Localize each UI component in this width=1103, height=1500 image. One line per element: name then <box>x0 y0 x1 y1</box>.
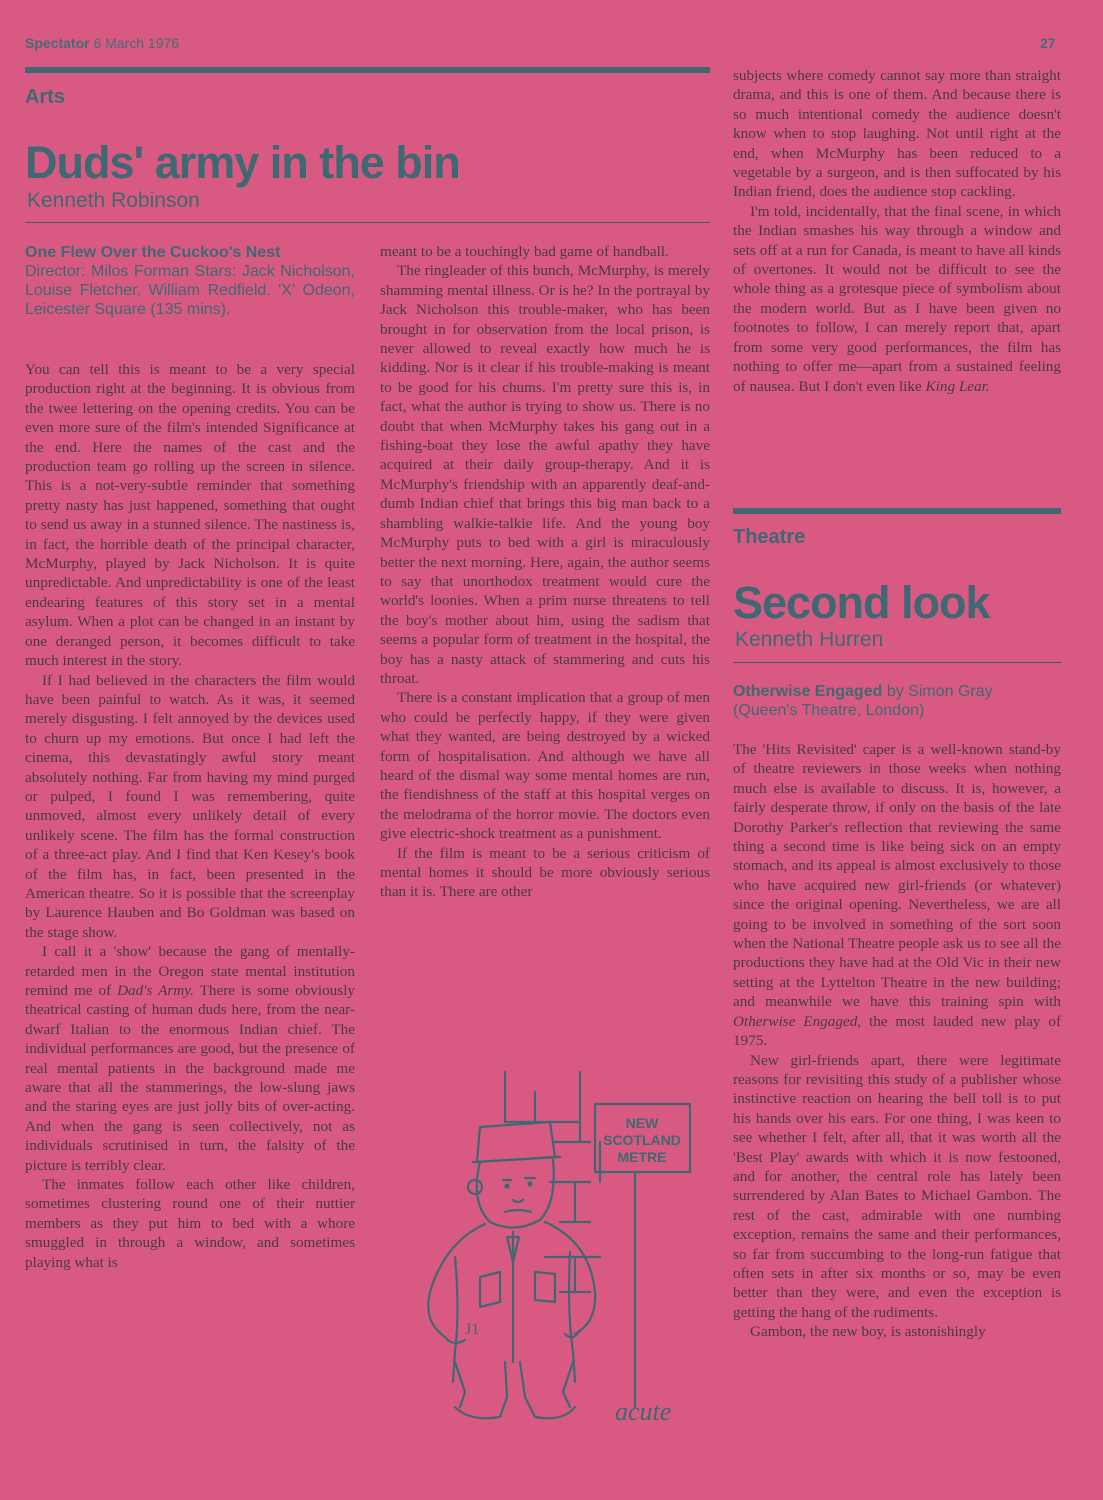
paragraph <box>733 202 1061 396</box>
arts-column-2 <box>380 242 710 902</box>
arts-credits <box>25 243 355 319</box>
paragraph: The ringleader of this bunch, McMurphy, is merely shamming mental illness. Or is he? In the portrayal by Jack Nicholson this trouble-maker, who has been brought in for observation from the local prison, is never allowed to reveal exactly how much he is kidding. Nor is it clear if his trouble-making is meant to be good for his chums. I'm pretty sure this is, in fact, what the author is trying to show us. There is no doubt that when McMurphy takes his gang out in a fishing-boat they lose the awful apathy they have acquired at their daily group-therapy. And it is McMurphy's friendship with an apparently deaf-and-dumb Indian chief that brings this big man back to a shambling walkie-talkie life. And the young boy McMurphy puts to bed with a girl is miraculously better the next morning. Here, again, the author seems to say that unorthodox treatment would cure the world's loonies. When a prim nurse threatens to tell the boy's mother about him, using the sadism that seems a popular form of treatment in the hospital, the boy has a nasty attack of stammering and cuts his throat. <box>380 262 710 687</box>
badge-number: J1 <box>465 1321 480 1338</box>
paragraph-text: the most lauded new play of 1975. <box>733 1012 1061 1050</box>
film-details: Director: Milos Forman Stars: Jack Nicholson, Louise Fletcher, William Redfield. 'X' Odeon, Leicester Square (135 mins). <box>25 263 355 318</box>
arts-column-3 <box>733 66 1061 396</box>
paragraph: If the film is meant to be a serious criticism of mental homes it should be more obviously serious than it is. There are other <box>380 844 710 901</box>
arts-section-label: Arts <box>25 86 66 108</box>
paragraph: You can tell this is meant to be a very special production right at the beginning. It is obvious from the twee lettering on the opening credits. You can be even more sure of the film's intended Significance at the end. Here the names of the cast and the production team go rolling up the screen in silence. This is a not-very-subtle reminder that something pretty nasty has just happened, something that ought to send us away in a stunned silence. The nastiness is, in fact, the horrible death of the principal character, McMurphy, played by Jack Nicholson. It is quite unpredictable. And unpredictability is one of the least endearing features of this story set in a mental asylum. When a plot can be changed in an instant by one deranged person, it becomes difficult to take much interest in the story. <box>25 361 355 670</box>
paragraph-text: The 'Hits Revisited' caper is a well-known stand-by of theatre reviewers in those weeks when nothing much else is available to discuss. It is, however, a fairly desperate throw, if only on the basis of the late Dorothy Parker's reflection that reviewing the same thing a second time is like being sick on an empty stomach, and its appeal is almost exclusively to those who have acquired new girl-friends (or whatever) since the original opening. Nevertheless, we are all going to be involved in something of the sort soon when the National Theatre people ask us to see all the productions they have had at the Old Vic in their new setting at the Lyttelton Theatre in the new building; and meanwhile we have this training spin with <box>733 741 1061 1011</box>
arts-top-rule <box>25 67 710 73</box>
paragraph <box>25 942 355 1175</box>
arts-byline: Kenneth Robinson <box>27 189 200 212</box>
page-number: 27 <box>1040 35 1056 51</box>
paragraph: New girl-friends apart, there were legitimate reasons for revisiting this study of a publisher whose instinctive reaction on hearing the bell toll is to put his hands over his ears. For one thing, I was keen to see whether I felt, after all, that it was worth all the 'Best Play' awards with which it is now festooned, and for another, the central role has lately been surrendered by Alan Bates to Michael Gambon. The rest of the cast, admirable with one numbing exception, remains the same and their performances, so far from succumbing to the long-run fatigue that often sets in after six months or so, may be even better than they were, and even the exception is getting the hang of the rudiments. <box>733 1051 1061 1321</box>
paragraph <box>733 740 1061 1051</box>
arts-column-1 <box>25 360 355 1272</box>
theatre-byline-rule <box>733 662 1061 663</box>
paragraph: Gambon, the new boy, is astonishingly <box>750 1323 986 1341</box>
paragraph-text: There is some obviously theatrical casting of human duds here, from the near-dwarf Italian to the enormous Indian chief. The individual performances are good, but the presence of real mental patients in the background made me aware that all the stammerings, the low-slung jaws and the staring eyes are just jolly bits of over-acting. And when the gang is seen collectively, not as individuals scrutinised in turn, the falsity of the picture is terribly clear. <box>25 982 356 1174</box>
film-title: One Flew Over the Cuckoo's Nest <box>25 244 281 261</box>
arts-byline-rule <box>25 222 710 223</box>
theatre-credits <box>733 682 1061 720</box>
paragraph: subjects where comedy cannot say more than straight drama, and this is one of them. And because there is so much intentional comedy the audience doesn't know when to stop laughing. Not until right at the end, when McMurphy has been reduced to a vegetable by a surgeon, and is then suffocated by his Indian friend, does the audience stop cackling. <box>733 67 1061 201</box>
paragraph-text: I call it a 'show' because the gang of mentally-retarded men in the Oregon state mental institution remind me of <box>25 943 355 999</box>
running-header <box>25 35 179 51</box>
sign-line-3: METRE <box>617 1149 667 1165</box>
artist-signature: acute <box>615 1397 672 1426</box>
italic-title: King Lear. <box>925 377 990 395</box>
arts-headline: Duds' army in the bin <box>25 137 460 188</box>
paragraph: The inmates follow each other like children, sometimes clustering round one of their nuttier members as they put him to bed with a whore smuggled in through a window, and sometimes playing what is <box>25 1176 355 1271</box>
theatre-headline: Second look <box>733 577 990 628</box>
theatre-top-rule <box>733 508 1061 514</box>
paragraph: There is a constant implication that a group of men who could be perfectly happy, if they were given what they wanted, are being destroyed by a wicked form of hospitalisation. And although we have all heard of the dismal way some mental homes are run, the fiendishness of the staff at this hospital verges on the melodrama of the horror movie. The doctors even give electric-shock treatment as a punishment. <box>380 689 710 843</box>
theatre-byline: Kenneth Hurren <box>735 628 884 651</box>
paragraph-text: I'm told, incidentally, that the final scene, in which the Indian smashes his way through a window and sets off at a run for Canada, is meant to have all kinds of overtones. It would not be difficult to see the whole thing as a grotesque piece of symbolism about the modern world. But as I have been given no footnotes to follow, I can merely report that, apart from some very good performances, the film has nothing to offer me—apart from a sustained feeling of nausea. But I don't even like <box>733 202 1061 395</box>
issue-date: 6 March 1976 <box>93 35 180 51</box>
italic-title: Otherwise Engaged, <box>733 1012 862 1030</box>
italic-title: Dad's Army. <box>117 982 194 999</box>
paragraph: If I had believed in the characters the film would have been painful to watch. As it was, it seemed merely disgusting. I felt annoyed by the devices used to churn up my emotions. But once I had left the cinema, this devastatingly awful story meant absolutely nothing. Far from having my mind purged or pulped, I found I was remembering, quite unmoved, almost every unlikely detail of every unlikely scene. The film has the formal construction of a three-act play. And I find that Ken Kesey's book of the film has, in fact, been presented in the American theatre. So it is possible that the screenplay by Laurence Hauben and Bo Goldman was based on the stage show. <box>25 671 355 941</box>
play-details: by Simon Gray (Queen's Theatre, London) <box>733 683 993 719</box>
theatre-section-label: Theatre <box>733 526 806 548</box>
sign-line-1: NEW <box>625 1115 659 1131</box>
publication-name: Spectator <box>25 35 90 51</box>
sign-line-2: SCOTLAND <box>603 1132 681 1148</box>
paragraph: meant to be a touchingly bad game of handball. <box>380 243 669 260</box>
theatre-column <box>733 740 1061 1342</box>
cartoon-illustration <box>385 1062 707 1440</box>
play-title: Otherwise Engaged <box>733 683 883 700</box>
